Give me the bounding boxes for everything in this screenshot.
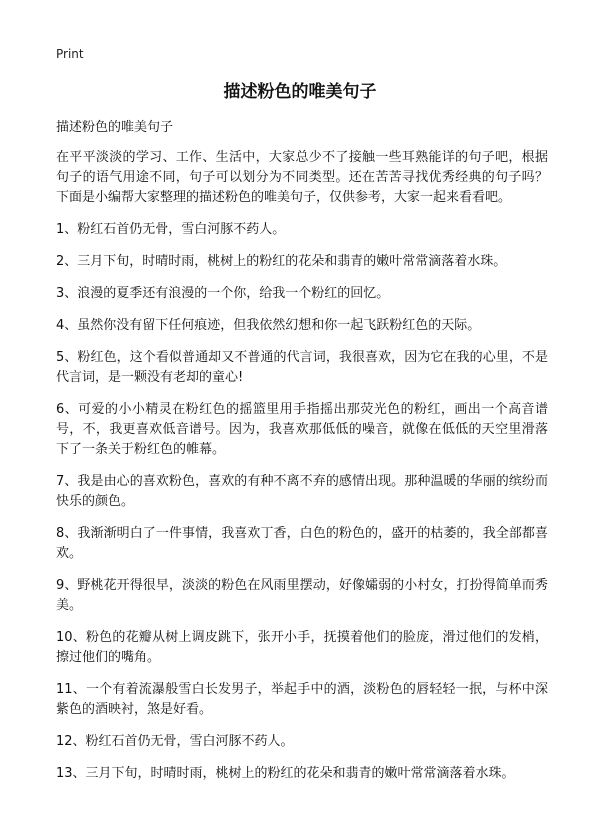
- intro-paragraph: 在平平淡淡的学习、工作、生活中，大家总少不了接触一些耳熟能详的句子吧，根据句子的语气用途不同，句子可以划分为不同类型。还在苦苦寻找优秀经典的句子吗？下面是小编帮大家整理的描述粉色的唯美句子，仅供参考，大家一起来看看吧。: [56, 150, 548, 205]
- list-item: 9、野桃花开得很早，淡淡的粉色在风雨里摆动，好像孀弱的小村女，打扮得简单而秀美。: [56, 578, 548, 613]
- list-item: 11、一个有着流瀑般雪白长发男子，举起手中的酒，淡粉色的唇轻轻一抿，与杯中深紫色的酒映衬，煞是好看。: [56, 682, 548, 717]
- list-item: 7、我是由心的喜欢粉色，喜欢的有种不离不弃的感情出现。那种温暖的华丽的缤纷而快乐的颜色。: [56, 474, 548, 509]
- list-item: 10、粉色的花瓣从树上调皮跳下，张开小手，抚摸着他们的脸庞，滑过他们的发梢，擦过他们的嘴角。: [56, 630, 548, 665]
- list-item: 3、浪漫的夏季还有浪漫的一个你，给我一个粉红的回忆。: [56, 286, 390, 301]
- list-item: 6、可爱的小小精灵在粉红色的摇篮里用手指摇出那荧光色的粉红，画出一个高音谱号，不，我更喜欢低音谱号。因为，我喜欢那低低的噪音，就像在低低的天空里滑落下了一条关于粉红色的帷幕。: [56, 402, 548, 457]
- list-item: 5、粉红色，这个看似普通却又不普通的代言词，我很喜欢，因为它在我的心里，不是代言词，是一颗没有老却的童心!: [56, 350, 548, 385]
- list-item: 4、虽然你没有留下任何痕迹，但我依然幻想和你一起飞跃粉红色的天际。: [56, 318, 481, 333]
- page-title: 描述粉色的唯美句子: [223, 82, 377, 102]
- list-item: 8、我渐渐明白了一件事情，我喜欢丁香，白色的粉色的，盛开的枯萎的，我全部都喜欢。: [56, 526, 548, 561]
- list-item: 12、粉红石首仍无骨，雪白河豚不药人。: [56, 734, 294, 749]
- article-body: [56, 148, 548, 796]
- list-item: 2、三月下旬，时晴时雨，桃树上的粉红的花朵和翡青的嫩叶常常滴落着水珠。: [56, 254, 507, 269]
- list-item: 13、三月下旬，时晴时雨，桃树上的粉红的花朵和翡青的嫩叶常常滴落着水珠。: [56, 766, 515, 781]
- article-subtitle: 描述粉色的唯美句子: [56, 120, 174, 135]
- list-item: 1、粉红石首仍无骨，雪白河豚不药人。: [56, 222, 286, 237]
- print-link[interactable]: Print: [56, 47, 84, 61]
